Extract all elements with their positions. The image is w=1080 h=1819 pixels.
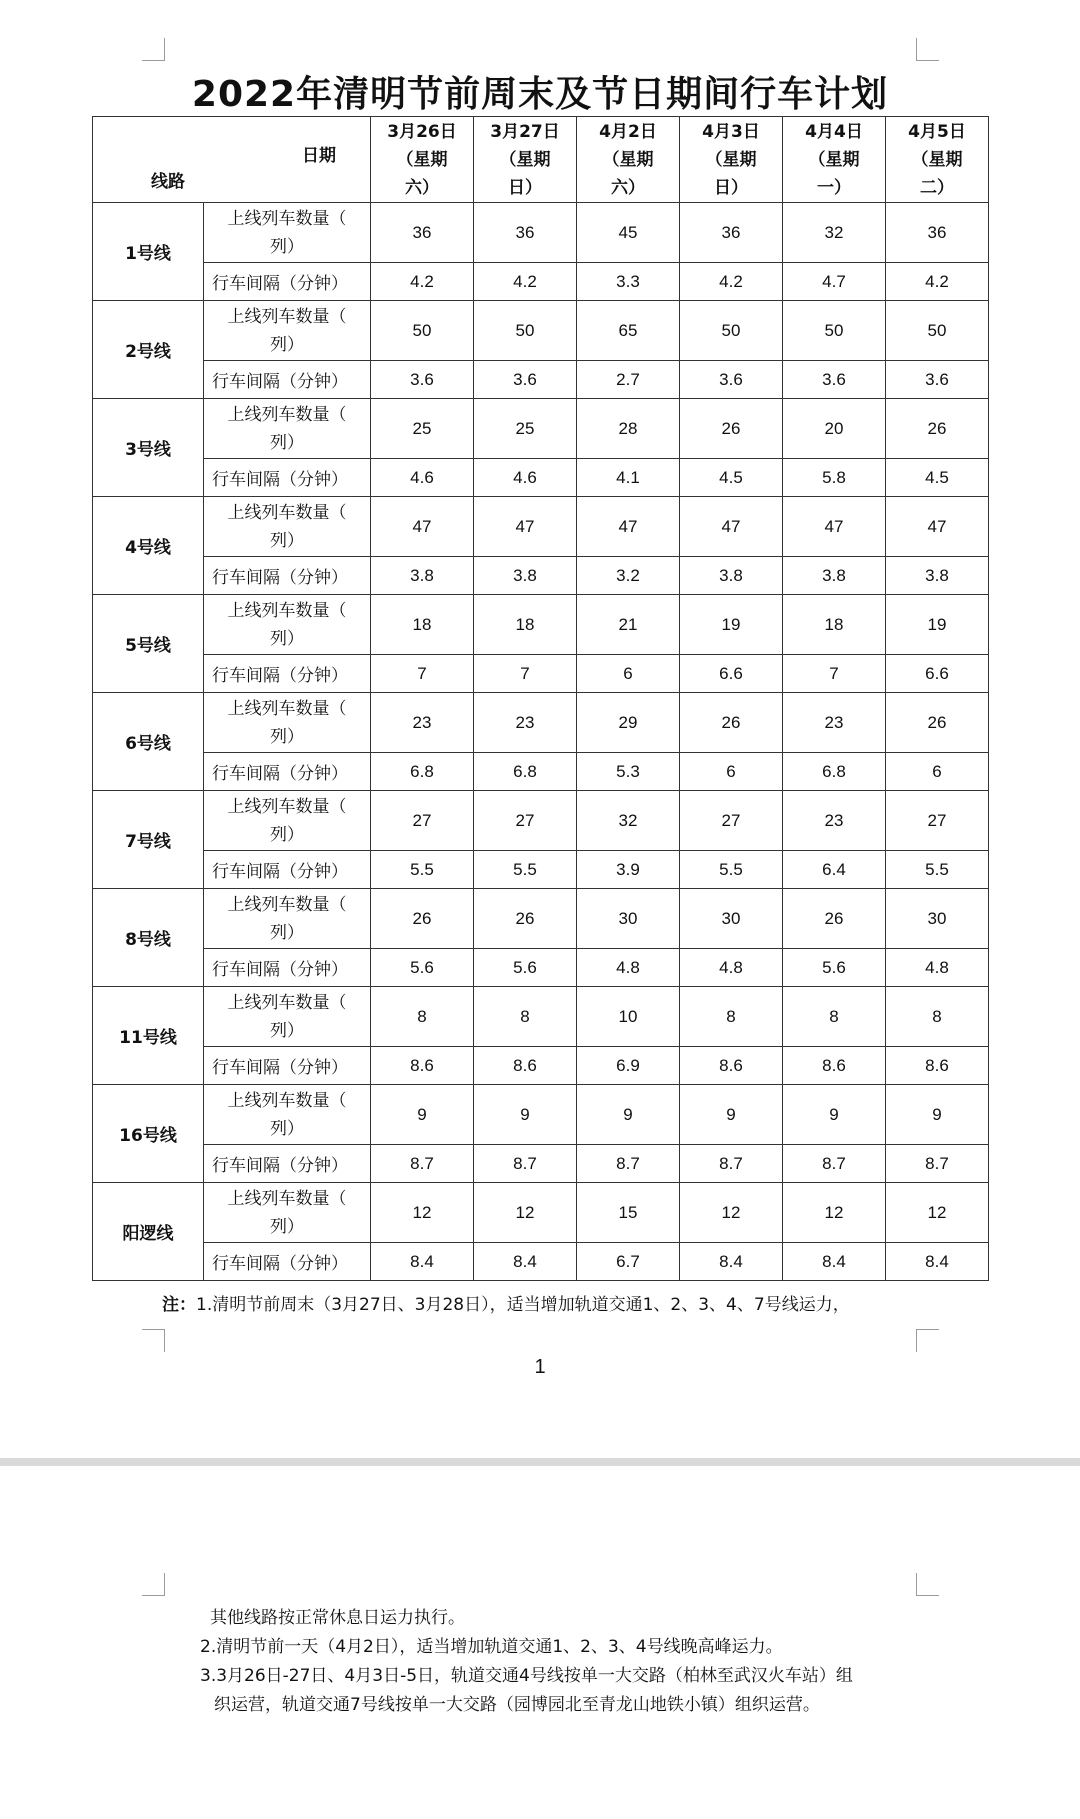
interval-value: 8.7 xyxy=(886,1145,989,1183)
trains-value: 23 xyxy=(371,693,474,753)
trains-value: 12 xyxy=(371,1183,474,1243)
trains-value: 27 xyxy=(474,791,577,851)
note-1-text: 1.清明节前周末（3月27日、3月28日），适当增加轨道交通1、2、3、4、7号线运力， xyxy=(196,1295,850,1315)
page-divider xyxy=(0,1458,1080,1466)
metric-interval-label: 行车间隔（分钟） xyxy=(204,655,371,693)
date-header-0 xyxy=(371,117,474,203)
metric-trains-label-line-2: 列） xyxy=(270,922,304,943)
table-row xyxy=(93,557,989,595)
table-row xyxy=(93,1243,989,1281)
table-row xyxy=(93,361,989,399)
table-row xyxy=(93,949,989,987)
metric-interval-label: 行车间隔（分钟） xyxy=(204,459,371,497)
table-row xyxy=(93,263,989,301)
metric-trains-label xyxy=(204,791,371,851)
header-date-label: 日期 xyxy=(302,146,336,166)
trains-value: 8 xyxy=(886,987,989,1047)
interval-value: 3.3 xyxy=(577,263,680,301)
line-name: 2号线 xyxy=(93,301,204,399)
trains-value: 25 xyxy=(371,399,474,459)
trains-value: 25 xyxy=(474,399,577,459)
line-name: 4号线 xyxy=(93,497,204,595)
table-row xyxy=(93,203,989,263)
interval-value: 8.6 xyxy=(474,1047,577,1085)
metric-trains-label xyxy=(204,399,371,459)
interval-value: 4.2 xyxy=(680,263,783,301)
trains-value: 32 xyxy=(577,791,680,851)
trains-value: 30 xyxy=(680,889,783,949)
date-header-line-3: 六） xyxy=(405,177,439,198)
metric-trains-label-line-1: 上线列车数量（ xyxy=(227,208,347,229)
trains-value: 12 xyxy=(680,1183,783,1243)
table-row xyxy=(93,459,989,497)
trains-value: 8 xyxy=(474,987,577,1047)
interval-value: 8.4 xyxy=(474,1243,577,1281)
interval-value: 5.6 xyxy=(474,949,577,987)
trains-value: 50 xyxy=(886,301,989,361)
table-row xyxy=(93,595,989,655)
trains-value: 27 xyxy=(886,791,989,851)
interval-value: 4.6 xyxy=(474,459,577,497)
interval-value: 6 xyxy=(577,655,680,693)
metric-trains-label-line-1: 上线列车数量（ xyxy=(227,992,347,1013)
trains-value: 15 xyxy=(577,1183,680,1243)
header-corner-cell xyxy=(93,117,371,203)
table-row xyxy=(93,889,989,949)
trains-value: 27 xyxy=(680,791,783,851)
trains-value: 29 xyxy=(577,693,680,753)
table-row xyxy=(93,1145,989,1183)
interval-value: 8.6 xyxy=(886,1047,989,1085)
interval-value: 5.3 xyxy=(577,753,680,791)
trains-value: 9 xyxy=(886,1085,989,1145)
metric-trains-label-line-1: 上线列车数量（ xyxy=(227,404,347,425)
metric-trains-label-line-2: 列） xyxy=(270,726,304,747)
interval-value: 5.6 xyxy=(783,949,886,987)
line-name: 7号线 xyxy=(93,791,204,889)
date-header-2 xyxy=(577,117,680,203)
trains-value: 9 xyxy=(577,1085,680,1145)
metric-trains-label xyxy=(204,595,371,655)
metric-trains-label xyxy=(204,889,371,949)
note-1-continued: 其他线路按正常休息日运力执行。 xyxy=(210,1608,465,1628)
crop-mark-top-left xyxy=(142,38,165,61)
trains-value: 8 xyxy=(371,987,474,1047)
metric-interval-label: 行车间隔（分钟） xyxy=(204,557,371,595)
interval-value: 5.5 xyxy=(474,851,577,889)
metric-trains-label-line-1: 上线列车数量（ xyxy=(227,306,347,327)
trains-value: 23 xyxy=(474,693,577,753)
interval-value: 8.6 xyxy=(783,1047,886,1085)
metric-trains-label-line-1: 上线列车数量（ xyxy=(227,1188,347,1209)
interval-value: 4.8 xyxy=(886,949,989,987)
trains-value: 47 xyxy=(371,497,474,557)
trains-value: 23 xyxy=(783,693,886,753)
interval-value: 6.9 xyxy=(577,1047,680,1085)
date-header-line-1: 3月27日 xyxy=(490,121,560,142)
trains-value: 36 xyxy=(371,203,474,263)
trains-value: 9 xyxy=(783,1085,886,1145)
trains-value: 26 xyxy=(680,693,783,753)
trains-value: 47 xyxy=(474,497,577,557)
note-label: 注： xyxy=(162,1295,196,1315)
trains-value: 19 xyxy=(680,595,783,655)
interval-value: 3.8 xyxy=(783,557,886,595)
note-3-line-2: 织运营，轨道交通7号线按单一大交路（园博园北至青龙山地铁小镇）组织运营。 xyxy=(214,1695,820,1715)
note-1 xyxy=(162,1290,850,1315)
interval-value: 7 xyxy=(783,655,886,693)
metric-trains-label xyxy=(204,203,371,263)
interval-value: 5.5 xyxy=(886,851,989,889)
interval-value: 3.8 xyxy=(680,557,783,595)
date-header-line-1: 4月5日 xyxy=(908,121,966,142)
trains-value: 18 xyxy=(783,595,886,655)
trains-value: 12 xyxy=(886,1183,989,1243)
date-header-line-2: （星期 xyxy=(602,149,654,170)
interval-value: 4.7 xyxy=(783,263,886,301)
date-header-4 xyxy=(783,117,886,203)
date-header-line-2: （星期 xyxy=(396,149,448,170)
interval-value: 4.2 xyxy=(474,263,577,301)
interval-value: 3.6 xyxy=(886,361,989,399)
date-header-line-2: （星期 xyxy=(499,149,551,170)
interval-value: 4.1 xyxy=(577,459,680,497)
metric-trains-label-line-1: 上线列车数量（ xyxy=(227,1090,347,1111)
interval-value: 8.6 xyxy=(371,1047,474,1085)
metric-trains-label-line-2: 列） xyxy=(270,1020,304,1041)
interval-value: 6.8 xyxy=(783,753,886,791)
date-header-5 xyxy=(886,117,989,203)
table-row xyxy=(93,1183,989,1243)
date-header-line-2: （星期 xyxy=(705,149,757,170)
interval-value: 6 xyxy=(680,753,783,791)
table-row xyxy=(93,1047,989,1085)
line-name: 3号线 xyxy=(93,399,204,497)
note-3-line-1: 3.3月26日-27日、4月3日-5日，轨道交通4号线按单一大交路（柏林至武汉火车站）组 xyxy=(200,1666,853,1686)
trains-value: 8 xyxy=(680,987,783,1047)
metric-interval-label: 行车间隔（分钟） xyxy=(204,263,371,301)
trains-value: 18 xyxy=(474,595,577,655)
interval-value: 8.4 xyxy=(371,1243,474,1281)
table-row xyxy=(93,301,989,361)
interval-value: 6.8 xyxy=(474,753,577,791)
interval-value: 4.5 xyxy=(680,459,783,497)
interval-value: 4.5 xyxy=(886,459,989,497)
interval-value: 3.2 xyxy=(577,557,680,595)
date-header-line-1: 3月26日 xyxy=(387,121,457,142)
trains-value: 50 xyxy=(783,301,886,361)
trains-value: 20 xyxy=(783,399,886,459)
date-header-3 xyxy=(680,117,783,203)
trains-value: 19 xyxy=(886,595,989,655)
trains-value: 9 xyxy=(680,1085,783,1145)
metric-trains-label-line-1: 上线列车数量（ xyxy=(227,600,347,621)
trains-value: 26 xyxy=(886,399,989,459)
metric-trains-label xyxy=(204,1085,371,1145)
note-2: 2.清明节前一天（4月2日），适当增加轨道交通1、2、3、4号线晚高峰运力。 xyxy=(200,1637,783,1657)
trains-value: 26 xyxy=(474,889,577,949)
metric-interval-label: 行车间隔（分钟） xyxy=(204,1243,371,1281)
line-name: 8号线 xyxy=(93,889,204,987)
metric-trains-label-line-2: 列） xyxy=(270,628,304,649)
interval-value: 3.9 xyxy=(577,851,680,889)
interval-value: 5.5 xyxy=(371,851,474,889)
interval-value: 6.8 xyxy=(371,753,474,791)
interval-value: 3.6 xyxy=(371,361,474,399)
metric-interval-label: 行车间隔（分钟） xyxy=(204,361,371,399)
metric-trains-label xyxy=(204,693,371,753)
interval-value: 8.7 xyxy=(577,1145,680,1183)
metric-trains-label-line-2: 列） xyxy=(270,1216,304,1237)
date-header-1 xyxy=(474,117,577,203)
date-header-line-3: 六） xyxy=(611,177,645,198)
metric-trains-label-line-2: 列） xyxy=(270,236,304,257)
metric-trains-label-line-1: 上线列车数量（ xyxy=(227,502,347,523)
line-name: 5号线 xyxy=(93,595,204,693)
interval-value: 6.7 xyxy=(577,1243,680,1281)
interval-value: 2.7 xyxy=(577,361,680,399)
interval-value: 8.7 xyxy=(371,1145,474,1183)
interval-value: 6.6 xyxy=(886,655,989,693)
crop-mark-top-left-page2 xyxy=(142,1573,165,1596)
table-row xyxy=(93,987,989,1047)
trains-value: 26 xyxy=(886,693,989,753)
interval-value: 4.8 xyxy=(577,949,680,987)
trains-value: 47 xyxy=(680,497,783,557)
interval-value: 7 xyxy=(474,655,577,693)
interval-value: 8.6 xyxy=(680,1047,783,1085)
schedule-table xyxy=(92,116,989,1281)
table-row xyxy=(93,497,989,557)
metric-trains-label-line-2: 列） xyxy=(270,1118,304,1139)
metric-interval-label: 行车间隔（分钟） xyxy=(204,753,371,791)
interval-value: 8.4 xyxy=(680,1243,783,1281)
metric-trains-label-line-2: 列） xyxy=(270,824,304,845)
metric-trains-label xyxy=(204,301,371,361)
date-header-line-1: 4月4日 xyxy=(805,121,863,142)
trains-value: 50 xyxy=(680,301,783,361)
table-row xyxy=(93,791,989,851)
trains-value: 21 xyxy=(577,595,680,655)
metric-interval-label: 行车间隔（分钟） xyxy=(204,851,371,889)
line-name: 阳逻线 xyxy=(93,1183,204,1281)
interval-value: 4.2 xyxy=(371,263,474,301)
header-line-label: 线路 xyxy=(151,172,185,192)
interval-value: 5.5 xyxy=(680,851,783,889)
metric-trains-label-line-2: 列） xyxy=(270,334,304,355)
trains-value: 47 xyxy=(886,497,989,557)
page-number: 1 xyxy=(534,1356,546,1378)
table-row xyxy=(93,655,989,693)
trains-value: 9 xyxy=(474,1085,577,1145)
metric-trains-label-line-2: 列） xyxy=(270,530,304,551)
table-row xyxy=(93,753,989,791)
crop-mark-bottom-right xyxy=(916,1329,939,1352)
interval-value: 8.4 xyxy=(886,1243,989,1281)
table-row xyxy=(93,1085,989,1145)
date-header-line-3: 日） xyxy=(508,177,542,198)
trains-value: 30 xyxy=(577,889,680,949)
trains-value: 27 xyxy=(371,791,474,851)
trains-value: 8 xyxy=(783,987,886,1047)
interval-value: 8.7 xyxy=(680,1145,783,1183)
trains-value: 50 xyxy=(474,301,577,361)
interval-value: 6.6 xyxy=(680,655,783,693)
metric-interval-label: 行车间隔（分钟） xyxy=(204,949,371,987)
trains-value: 65 xyxy=(577,301,680,361)
interval-value: 3.8 xyxy=(474,557,577,595)
interval-value: 8.4 xyxy=(783,1243,886,1281)
trains-value: 12 xyxy=(474,1183,577,1243)
interval-value: 4.2 xyxy=(886,263,989,301)
trains-value: 9 xyxy=(371,1085,474,1145)
date-header-line-3: 二） xyxy=(920,177,954,198)
trains-value: 23 xyxy=(783,791,886,851)
metric-trains-label xyxy=(204,987,371,1047)
interval-value: 8.7 xyxy=(783,1145,886,1183)
trains-value: 26 xyxy=(783,889,886,949)
trains-value: 18 xyxy=(371,595,474,655)
date-header-line-2: （星期 xyxy=(911,149,963,170)
trains-value: 47 xyxy=(577,497,680,557)
trains-value: 50 xyxy=(371,301,474,361)
crop-mark-top-right xyxy=(916,38,939,61)
interval-value: 3.6 xyxy=(783,361,886,399)
date-header-line-2: （星期 xyxy=(808,149,860,170)
date-header-line-1: 4月3日 xyxy=(702,121,760,142)
interval-value: 8.7 xyxy=(474,1145,577,1183)
interval-value: 6.4 xyxy=(783,851,886,889)
trains-value: 28 xyxy=(577,399,680,459)
interval-value: 3.6 xyxy=(474,361,577,399)
interval-value: 7 xyxy=(371,655,474,693)
metric-trains-label-line-1: 上线列车数量（ xyxy=(227,796,347,817)
line-name: 1号线 xyxy=(93,203,204,301)
metric-trains-label xyxy=(204,1183,371,1243)
trains-value: 36 xyxy=(474,203,577,263)
line-name: 6号线 xyxy=(93,693,204,791)
metric-trains-label-line-1: 上线列车数量（ xyxy=(227,698,347,719)
metric-interval-label: 行车间隔（分钟） xyxy=(204,1047,371,1085)
line-name: 16号线 xyxy=(93,1085,204,1183)
date-header-line-1: 4月2日 xyxy=(599,121,657,142)
trains-value: 36 xyxy=(886,203,989,263)
metric-trains-label xyxy=(204,497,371,557)
metric-interval-label: 行车间隔（分钟） xyxy=(204,1145,371,1183)
interval-value: 5.6 xyxy=(371,949,474,987)
trains-value: 26 xyxy=(371,889,474,949)
trains-value: 36 xyxy=(680,203,783,263)
table-row xyxy=(93,851,989,889)
interval-value: 4.6 xyxy=(371,459,474,497)
trains-value: 45 xyxy=(577,203,680,263)
table-row xyxy=(93,399,989,459)
page-title: 2022年清明节前周末及节日期间行车计划 xyxy=(191,74,889,115)
interval-value: 6 xyxy=(886,753,989,791)
trains-value: 10 xyxy=(577,987,680,1047)
interval-value: 3.8 xyxy=(886,557,989,595)
metric-trains-label-line-1: 上线列车数量（ xyxy=(227,894,347,915)
trains-value: 32 xyxy=(783,203,886,263)
table-header-row xyxy=(93,117,989,203)
interval-value: 5.8 xyxy=(783,459,886,497)
crop-mark-top-right-page2 xyxy=(916,1573,939,1596)
crop-mark-bottom-left xyxy=(142,1329,165,1352)
interval-value: 3.8 xyxy=(371,557,474,595)
interval-value: 3.6 xyxy=(680,361,783,399)
line-name: 11号线 xyxy=(93,987,204,1085)
trains-value: 12 xyxy=(783,1183,886,1243)
metric-trains-label-line-2: 列） xyxy=(270,432,304,453)
interval-value: 4.8 xyxy=(680,949,783,987)
table-row xyxy=(93,693,989,753)
trains-value: 26 xyxy=(680,399,783,459)
date-header-line-3: 一） xyxy=(817,177,851,198)
trains-value: 30 xyxy=(886,889,989,949)
date-header-line-3: 日） xyxy=(714,177,748,198)
trains-value: 47 xyxy=(783,497,886,557)
